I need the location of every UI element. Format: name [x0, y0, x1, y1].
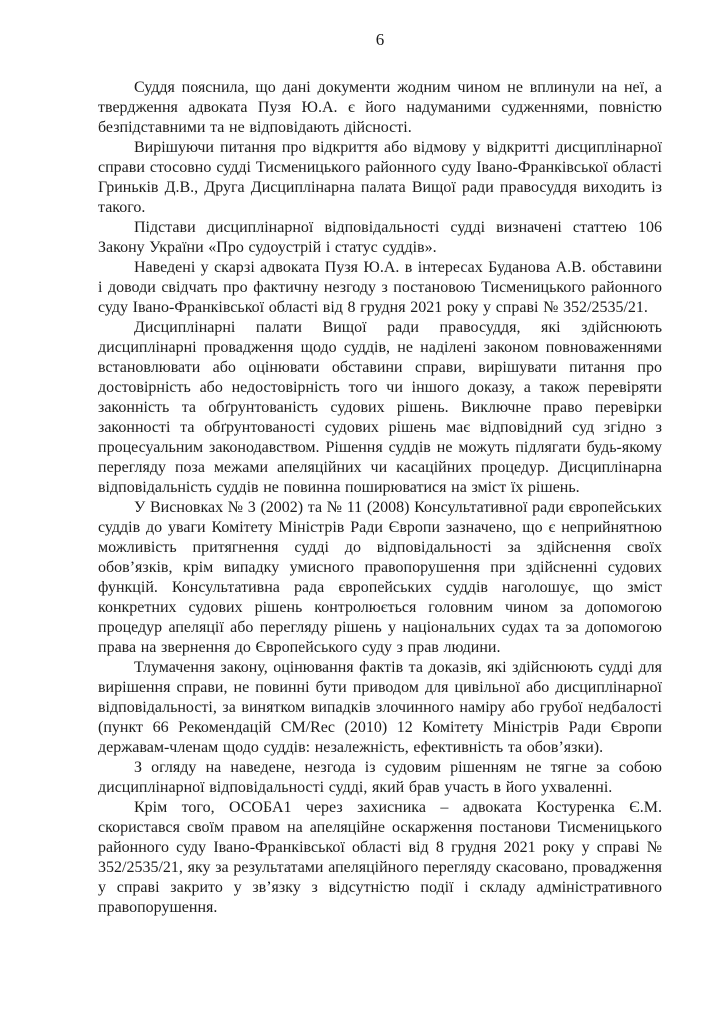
paragraph: Крім того, ОСОБА1 через захисника – адвоката Костуренка Є.М. скористався своїм правом на апеляційне оскарження постанови Тисменицького районного суду Івано-Франківської області від 8 грудня 2021 року у справі № 352/2535/21, яку за результатами апеляційного перегляду скасовано, провадження у справі закрито у зв’язку з відсутністю події і складу адміністративного правопорушення.	[98, 799, 662, 916]
paragraph: У Висновках № 3 (2002) та № 11 (2008) Консультативної ради європейських суддів до уваги Комітету Міністрів Ради Європи зазначено, що є неприйнятною можливість притягнення судді до відповідальності за здійснення своїх обов’язків, крім випадку умисного правопорушення при здійсненні судових функцій. Консультативна рада європейських суддів наголошує, що зміст конкретних судових рішень контролюється головним чином за допомогою процедур апеляції або перегляду рішень у національних судах та за допомогою права на звернення до Європейського суду з прав людини.	[98, 499, 662, 656]
document-body	[98, 78, 662, 918]
paragraph: З огляду на наведене, незгода із судовим рішенням не тягне за собою дисциплінарної відповідальності судді, який брав участь в його ухваленні.	[98, 759, 662, 796]
paragraph: Підстави дисциплінарної відповідальності судді визначені статтею 106 Закону України «Про судоустрій і статус суддів».	[98, 219, 662, 256]
paragraph: Вирішуючи питання про відкриття або відмову у відкритті дисциплінарної справи стосовно судді Тисменицького районного суду Івано-Франківської області Гриньків Д.В., Друга Дисциплінарна палата Вищої ради правосуддя виходить із такого.	[98, 139, 662, 216]
paragraph: Дисциплінарні палати Вищої ради правосуддя, які здійснюють дисциплінарні провадження щодо суддів, не наділені законом повноваженнями встановлювати або оцінювати обставини справи, вирішувати питання про достовірність або недостовірність того чи іншого доказу, а також перевіряти законність та обґрунтованість судових рішень. Виключне право перевірки законності та обґрунтованості судових рішень має відповідний суд згідно з процесуальним законодавством. Рішення суддів не можуть підлягати будь-якому перегляду поза межами апеляційних чи касаційних процедур. Дисциплінарна відповідальність суддів не повинна поширюватися на зміст їх рішень.	[98, 319, 662, 496]
paragraph: Тлумачення закону, оцінювання фактів та доказів, які здійснюють судді для вирішення справи, не повинні бути приводом для цивільної або дисциплінарної відповідальності, за винятком випадків злочинного наміру або грубої недбалості (пункт 66 Рекомендацій CM/Rec (2010) 12 Комітету Міністрів Ради Європи державам-членам щодо суддів: незалежність, ефективність та обов’язки).	[98, 659, 662, 756]
page-number: 6	[375, 30, 385, 49]
paragraph: Суддя пояснила, що дані документи жодним чином не вплинули на неї, а твердження адвоката Пузя Ю.А. є його надуманими судженнями, повністю безпідставними та не відповідають дійсності.	[98, 79, 662, 136]
paragraph: Наведені у скарзі адвоката Пузя Ю.А. в інтересах Буданова А.В. обставини і доводи свідчать про фактичну незгоду з постановою Тисменицького районного суду Івано-Франківської області від 8 грудня 2021 року у справі № 352/2535/21.	[98, 259, 662, 316]
